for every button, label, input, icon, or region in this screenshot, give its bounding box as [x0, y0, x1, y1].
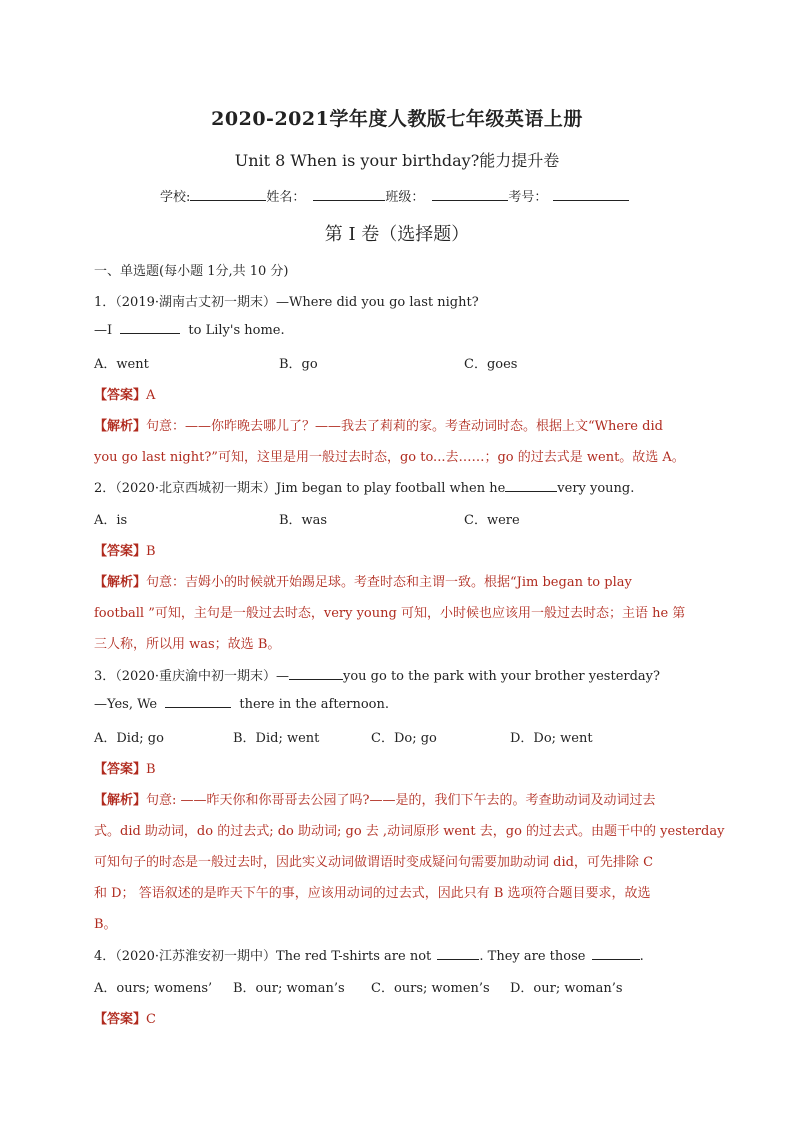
question-3-analysis-line-4: 和 D； 答语叙述的是昨天下午的事，应该用动词的过去式，因此只有 B 选项符合题目要求，故选 — [94, 886, 651, 901]
name-blank[interactable] — [313, 188, 385, 201]
question-3-answer — [94, 758, 156, 777]
question-4-stem — [94, 945, 644, 964]
question-4-option-d[interactable]: D．our; woman’s — [510, 981, 623, 996]
stem-text: there in the afternoon. — [239, 697, 389, 712]
question-3-option-d[interactable]: D．Do; went — [510, 731, 593, 746]
question-3-stem-line2 — [94, 696, 389, 712]
answer-blank — [592, 948, 640, 960]
answer-label: 【答案】 — [94, 544, 147, 559]
stem-text: very young. — [557, 481, 635, 496]
question-1-analysis-line-1 — [94, 415, 663, 434]
stem-text: —Yes, We — [94, 697, 158, 712]
answer-blank — [505, 480, 557, 492]
question-1-option-a[interactable]: A．went — [94, 357, 149, 372]
volume-title: 第 I 卷（选择题） — [324, 224, 470, 245]
question-3-analysis-line-1 — [94, 789, 656, 808]
exam-subtitle: Unit 8 When is your birthday?能力提升卷 — [234, 151, 560, 170]
analysis-label: 【解析】 — [94, 793, 147, 808]
question-4-option-b[interactable]: B．our; woman’s — [233, 981, 345, 996]
student-info-line — [160, 186, 629, 205]
analysis-text: 句意: ——昨天你和你哥哥去公园了吗?——是的，我们下午去的。考查助动词及动词过去 — [146, 793, 656, 808]
stem-text: 3．（2020·重庆渝中初一期末）— — [94, 669, 289, 684]
question-2-option-b[interactable]: B．was — [279, 513, 328, 528]
question-1-stem-line2 — [94, 322, 285, 338]
section-title: 一、单选题(每小题 1分,共 10 分) — [94, 264, 289, 279]
question-3-analysis-line-3: 可知句子的时态是一般过去时，因此实义动词做谓语时变成疑问句需要加助动词 did，可先排除 C — [94, 855, 654, 870]
stem-text: 2．（2020·北京西城初一期末）Jim began to play football when he — [94, 481, 506, 496]
school-label: 学校: — [160, 190, 191, 205]
answer-blank — [165, 696, 231, 708]
stem-text: . — [639, 949, 644, 964]
answer-value: B — [146, 544, 156, 559]
answer-label: 【答案】 — [94, 1012, 147, 1027]
question-2-analysis-line-3: 三人称，所以用 was；故选 B。 — [94, 637, 281, 652]
question-3-analysis-line-2: 式。did 助动词，do 的过去式; do 助动词; go 去 ,动词原形 went 去，go 的过去式。由题干中的 yesterday — [94, 824, 725, 839]
analysis-text: 句意：——你昨晚去哪儿了？——我去了莉莉的家。考查动词时态。根据上文“Where did — [146, 419, 663, 434]
answer-blank — [289, 668, 343, 680]
answer-value: B — [146, 762, 156, 777]
question-3-analysis-line-5: B。 — [94, 917, 117, 932]
answer-label: 【答案】 — [94, 388, 147, 403]
question-2-stem — [94, 477, 634, 496]
stem-text: to Lily's home. — [188, 323, 285, 338]
answer-value: A — [146, 388, 156, 403]
question-4-option-c[interactable]: C．ours; women’s — [371, 981, 490, 996]
question-2-analysis-line-2: football ”可知，主句是一般过去时态，very young 可知，小时候也应该用一般过去时态；主语 he 第 — [94, 606, 686, 621]
question-3-stem — [94, 665, 660, 684]
question-1-option-c[interactable]: C．goes — [464, 357, 518, 372]
school-blank[interactable] — [190, 188, 266, 201]
number-blank[interactable] — [553, 188, 629, 201]
analysis-label: 【解析】 — [94, 419, 147, 434]
class-blank[interactable] — [432, 188, 508, 201]
exam-title: 2020-2021学年度人教版七年级英语上册 — [211, 108, 583, 130]
question-3-option-c[interactable]: C．Do; go — [371, 731, 437, 746]
question-2-analysis-line-1 — [94, 571, 632, 590]
class-label: 班级： — [385, 190, 425, 205]
answer-blank — [120, 322, 180, 334]
question-2-option-a[interactable]: A．is — [94, 513, 128, 528]
answer-value: C — [146, 1012, 156, 1027]
question-1-option-b[interactable]: B．go — [279, 357, 318, 372]
analysis-label: 【解析】 — [94, 575, 147, 590]
answer-blank — [437, 948, 479, 960]
stem-text: —I — [94, 323, 113, 338]
question-1-stem: 1．（2019·湖南古丈初一期末）—Where did you go last night? — [94, 295, 479, 310]
question-3-option-a[interactable]: A．Did; go — [94, 731, 164, 746]
stem-text: . They are those — [479, 949, 586, 964]
stem-text: you go to the park with your brother yesterday? — [343, 669, 660, 684]
question-2-option-c[interactable]: C．were — [464, 513, 520, 528]
name-label: 姓名： — [266, 190, 306, 205]
question-3-option-b[interactable]: B．Did; went — [233, 731, 320, 746]
number-label: 考号： — [508, 190, 548, 205]
stem-text: 4．（2020·江苏淮安初一期中）The red T-shirts are not — [94, 949, 432, 964]
question-1-analysis-line-2: you go last night?”可知，这里是用一般过去时态，go to...去……；go 的过去式是 went。故选 A。 — [94, 450, 685, 465]
answer-label: 【答案】 — [94, 762, 147, 777]
question-4-answer — [94, 1008, 156, 1027]
question-4-option-a[interactable]: A．ours; womens’ — [94, 981, 213, 996]
question-1-answer — [94, 384, 155, 403]
analysis-text: 句意：吉姆小的时候就开始踢足球。考查时态和主谓一致。根据“Jim began to play — [146, 575, 632, 590]
question-2-answer — [94, 540, 156, 559]
